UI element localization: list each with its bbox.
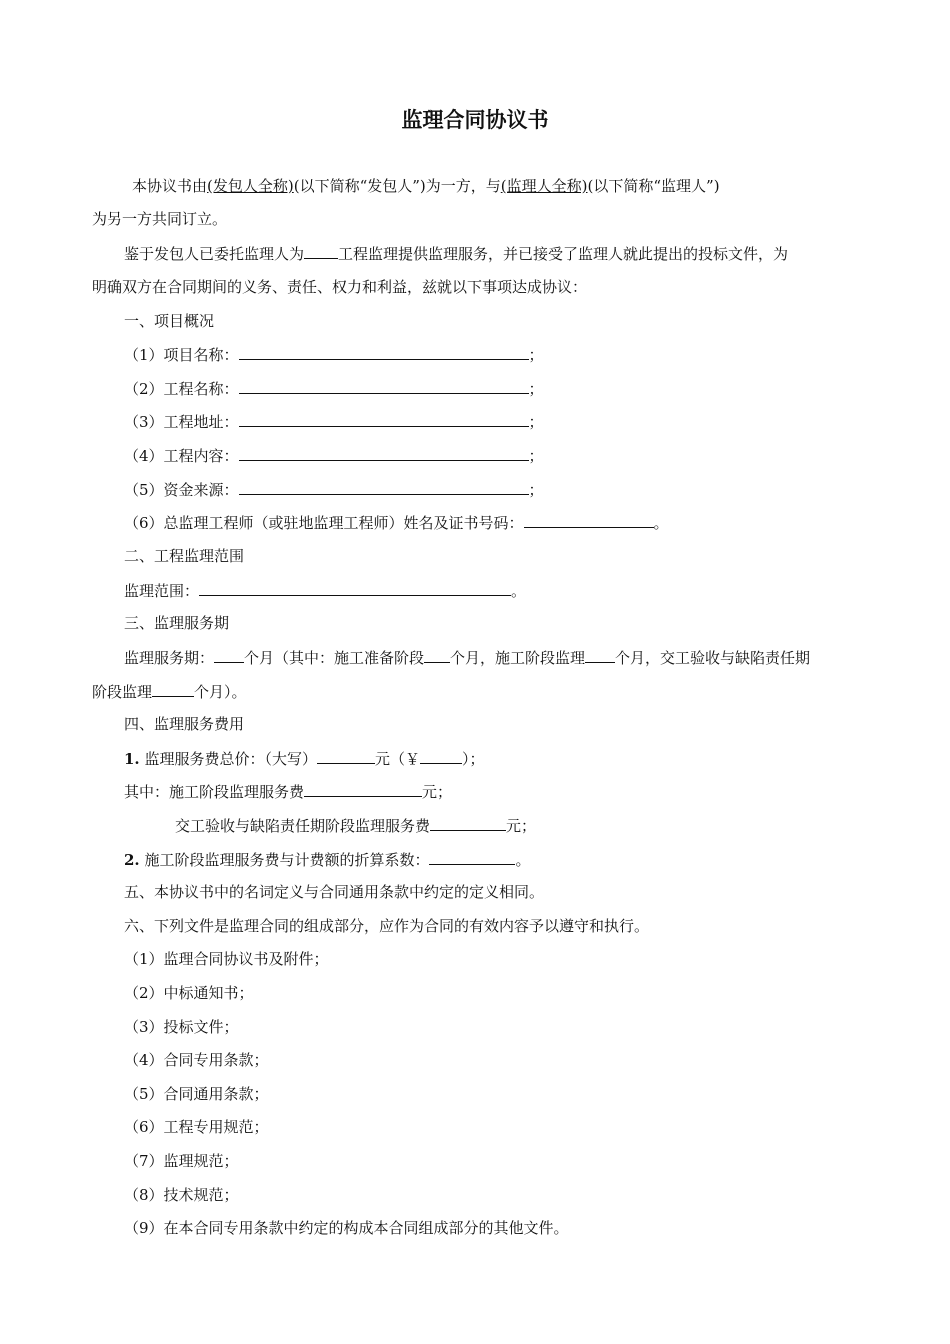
coefficient-blank[interactable] bbox=[429, 849, 515, 865]
document-list-item: （3）投标文件； bbox=[124, 1018, 239, 1036]
supervision-scope-line bbox=[124, 580, 526, 601]
defects-months-blank[interactable] bbox=[152, 681, 194, 697]
fee-text: 其中：施工阶段监理服务费 bbox=[124, 783, 305, 801]
total-fee-line bbox=[124, 748, 484, 769]
overview-item-5 bbox=[124, 479, 544, 500]
period-text: 个月，施工阶段监理 bbox=[450, 649, 586, 667]
period-text: 个月）。 bbox=[194, 683, 247, 701]
item-end: 。 bbox=[511, 582, 527, 600]
section-2-heading: 二、工程监理范围 bbox=[124, 547, 245, 565]
intro-text: 工程监理提供监理服务，并已接受了监理人就此提出的投标文件，为 bbox=[338, 245, 789, 263]
overview-item-2 bbox=[124, 378, 544, 399]
intro-text: (以下简称“发包人”)为一方，与 bbox=[293, 177, 501, 195]
fee-words-blank[interactable] bbox=[317, 748, 375, 764]
project-name-blank[interactable] bbox=[239, 344, 529, 360]
fee-text: 元（￥ bbox=[374, 750, 420, 768]
engineering-content-blank[interactable] bbox=[239, 445, 529, 461]
overview-item-3 bbox=[124, 411, 544, 432]
intro-line-3 bbox=[124, 243, 788, 264]
intro-text: 鉴于发包人已委托监理人为 bbox=[124, 245, 305, 263]
section-1-heading: 一、项目概况 bbox=[124, 312, 215, 330]
section-6-heading: 六、下列文件是监理合同的组成部分，应作为合同的有效内容予以遵守和执行。 bbox=[124, 917, 650, 935]
section-3-heading: 三、监理服务期 bbox=[124, 614, 230, 632]
funding-source-blank[interactable] bbox=[239, 479, 529, 495]
intro-line-2: 为另一方共同订立。 bbox=[92, 210, 228, 228]
item-end: ； bbox=[528, 481, 544, 499]
service-period-line-2 bbox=[92, 681, 247, 702]
engineering-address-blank[interactable] bbox=[239, 411, 529, 427]
document-list-item: （8）技术规范； bbox=[124, 1186, 239, 1204]
coef-text: 。 bbox=[515, 851, 531, 869]
period-text: 个月，交工验收与缺陷责任期 bbox=[615, 649, 811, 667]
document-list-item: （5）合同通用条款； bbox=[124, 1085, 269, 1103]
document-list-item: （7）监理规范； bbox=[124, 1152, 239, 1170]
section-4-heading: 四、监理服务费用 bbox=[124, 715, 245, 733]
fee-text: 监理服务费总价：（大写） bbox=[139, 750, 317, 768]
item-label: （3）工程地址： bbox=[124, 413, 239, 431]
period-text: 监理服务期： bbox=[124, 649, 215, 667]
period-text: 个月（其中：施工准备阶段 bbox=[244, 649, 425, 667]
coefficient-line bbox=[124, 849, 530, 870]
fee-figure-blank[interactable] bbox=[420, 748, 462, 764]
prep-months-blank[interactable] bbox=[424, 647, 450, 663]
supervisor-name-field[interactable]: (监理人全称) bbox=[500, 177, 588, 195]
page-title: 监理合同协议书 bbox=[401, 108, 549, 132]
item-label: （4）工程内容： bbox=[124, 447, 239, 465]
document-list-item: （1）监理合同协议书及附件； bbox=[124, 950, 329, 968]
fee-text: 元； bbox=[422, 783, 453, 801]
scope-blank[interactable] bbox=[199, 580, 511, 596]
item-label: （2）工程名称： bbox=[124, 380, 239, 398]
document-list-item: （9）在本合同专用条款中约定的构成本合同组成部分的其他文件。 bbox=[124, 1219, 569, 1237]
overview-item-4 bbox=[124, 445, 544, 466]
item-end: ； bbox=[528, 447, 544, 465]
item-end: ； bbox=[528, 346, 544, 364]
intro-text: 本协议书由 bbox=[132, 177, 208, 195]
coef-text: 施工阶段监理服务费与计费额的折算系数： bbox=[139, 851, 430, 869]
intro-line-1 bbox=[132, 176, 720, 196]
period-months-blank[interactable] bbox=[214, 647, 244, 663]
employer-name-field[interactable]: (发包人全称) bbox=[207, 177, 294, 195]
construction-months-blank[interactable] bbox=[585, 647, 615, 663]
item-label: （6）总监理工程师（或驻地监理工程师）姓名及证书号码： bbox=[124, 514, 524, 532]
service-period-line bbox=[124, 647, 810, 668]
document-list-item: （4）合同专用条款； bbox=[124, 1051, 269, 1069]
engineering-name-blank[interactable] bbox=[239, 378, 529, 394]
defects-fee-blank[interactable] bbox=[430, 815, 506, 831]
intro-line-4: 明确双方在合同期间的义务、责任、权力和利益，兹就以下事项达成协议： bbox=[92, 278, 588, 296]
fee-number: 1. bbox=[124, 750, 140, 768]
chief-engineer-blank[interactable] bbox=[524, 512, 654, 528]
fee-text: ）； bbox=[461, 750, 485, 768]
document-list-item: （6）工程专用规范； bbox=[124, 1118, 269, 1136]
overview-item-6 bbox=[124, 512, 669, 533]
scope-label: 监理范围： bbox=[124, 582, 200, 600]
item-end: 。 bbox=[653, 514, 669, 532]
item-label: （5）资金来源： bbox=[124, 481, 239, 499]
item-label: （1）项目名称： bbox=[124, 346, 239, 364]
intro-text: (以下简称“监理人”) bbox=[587, 177, 720, 195]
construction-fee-blank[interactable] bbox=[304, 781, 422, 797]
fee-text: 交工验收与缺陷责任期阶段监理服务费 bbox=[175, 817, 431, 835]
period-text: 阶段监理 bbox=[92, 683, 153, 701]
fee-text: 元； bbox=[506, 817, 537, 835]
defects-fee-line bbox=[175, 815, 536, 836]
overview-item-1 bbox=[124, 344, 544, 365]
item-end: ； bbox=[528, 413, 544, 431]
item-end: ； bbox=[528, 380, 544, 398]
project-blank[interactable] bbox=[304, 243, 338, 259]
document-list-item: （2）中标通知书； bbox=[124, 984, 254, 1002]
construction-fee-line bbox=[124, 781, 452, 802]
coef-number: 2. bbox=[124, 851, 140, 869]
section-5-text: 五、本协议书中的名词定义与合同通用条款中约定的定义相同。 bbox=[124, 883, 545, 901]
